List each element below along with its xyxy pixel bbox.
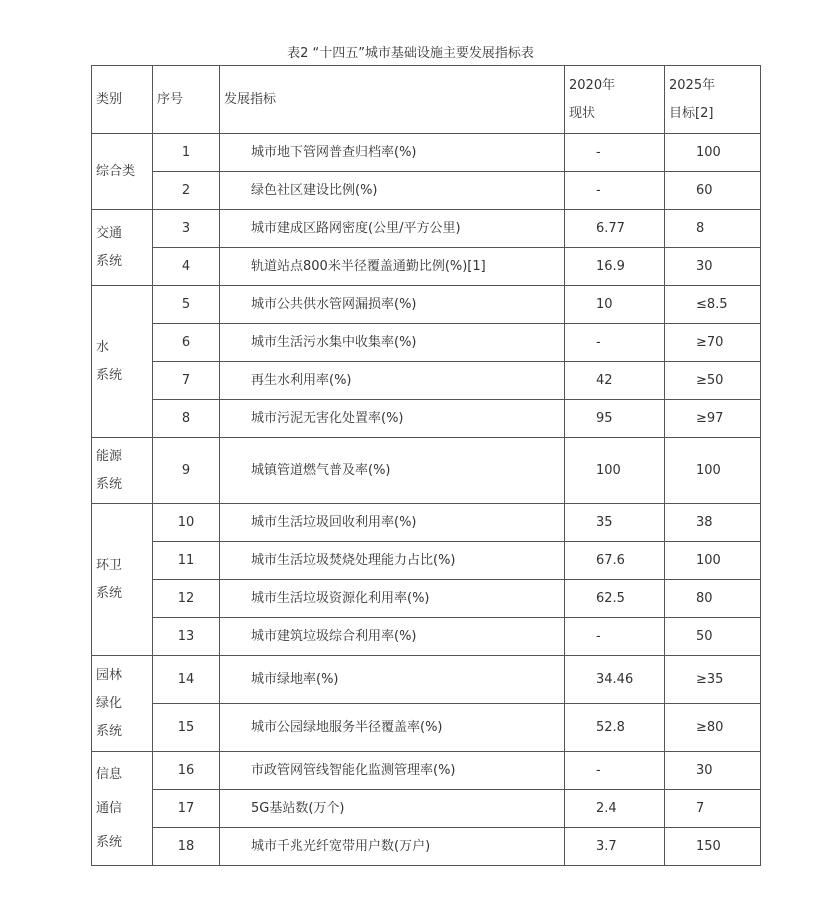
table-row [92,752,761,790]
indicator-cell: 5G基站数(万个) [220,790,565,828]
seq-cell: 14 [153,656,220,704]
now-cell: 100 [565,438,665,504]
category-cell [92,438,153,504]
indicator-cell: 轨道站点800米半径覆盖通勤比例(%)[1] [220,248,565,286]
seq-cell: 9 [153,438,220,504]
seq-cell: 5 [153,286,220,324]
table-row [92,210,761,248]
seq-cell: 18 [153,828,220,866]
indicator-cell: 城市公园绿地服务半径覆盖率(%) [220,704,565,752]
seq-cell: 2 [153,172,220,210]
category-cell [92,286,153,438]
category-cell [92,656,153,752]
table-row [92,248,761,286]
target-cell: 60 [665,172,761,210]
seq-cell: 11 [153,542,220,580]
now-cell: 34.46 [565,656,665,704]
target-cell: 30 [665,752,761,790]
table-row [92,172,761,210]
seq-cell: 13 [153,618,220,656]
category-cell [92,134,153,210]
now-cell: 95 [565,400,665,438]
category-label: 系统 [96,834,123,850]
now-cell: - [565,134,665,172]
category-label: 系统 [96,253,123,269]
table-row [92,362,761,400]
indicator-cell: 城市地下管网普查归档率(%) [220,134,565,172]
category-cell [92,504,153,656]
table-caption: 表2 “十四五”城市基础设施主要发展指标表 [287,46,534,61]
indicator-cell: 城市建成区路网密度(公里/平方公里) [220,210,565,248]
indicator-cell: 城市生活垃圾焚烧处理能力占比(%) [220,542,565,580]
now-cell: 10 [565,286,665,324]
category-label: 系统 [96,476,123,492]
table-row [92,400,761,438]
seq-cell: 10 [153,504,220,542]
seq-cell: 16 [153,752,220,790]
indicator-cell: 城市生活污水集中收集率(%) [220,324,565,362]
now-cell: 6.77 [565,210,665,248]
now-cell: 3.7 [565,828,665,866]
target-cell: 7 [665,790,761,828]
table-row [92,828,761,866]
now-cell: - [565,618,665,656]
category-label: 环卫 [96,557,123,573]
category-label: 通信 [96,800,123,816]
category-cell [92,752,153,866]
table-row [92,134,761,172]
category-label: 系统 [96,585,123,601]
indicator-cell: 绿色社区建设比例(%) [220,172,565,210]
indicator-cell: 城市建筑垃圾综合利用率(%) [220,618,565,656]
category-label: 绿化 [96,695,123,711]
header-2025-label: 目标[2] [669,105,714,121]
seq-cell: 6 [153,324,220,362]
header-2025 [665,66,761,134]
category-label: 系统 [96,367,123,383]
table-row [92,704,761,752]
seq-cell: 17 [153,790,220,828]
target-cell: ≥97 [665,400,761,438]
now-cell: 67.6 [565,542,665,580]
table-row [92,580,761,618]
seq-cell: 1 [153,134,220,172]
category-label: 信息 [96,766,123,782]
indicator-cell: 市政管网管线智能化监测管理率(%) [220,752,565,790]
indicator-table [91,65,761,866]
target-cell: 8 [665,210,761,248]
now-cell: 52.8 [565,704,665,752]
table-row [92,504,761,542]
target-cell: 100 [665,438,761,504]
target-cell: 30 [665,248,761,286]
header-2020-label: 现状 [569,105,596,121]
target-cell: ≥35 [665,656,761,704]
target-cell: ≥80 [665,704,761,752]
table-row [92,790,761,828]
indicator-cell: 城市生活垃圾资源化利用率(%) [220,580,565,618]
seq-cell: 8 [153,400,220,438]
target-cell: ≤8.5 [665,286,761,324]
indicator-cell: 城市千兆光纤宽带用户数(万户) [220,828,565,866]
now-cell: 16.9 [565,248,665,286]
indicator-cell: 城市污泥无害化处置率(%) [220,400,565,438]
header-indicator: 发展指标 [220,66,565,134]
indicator-cell: 再生水利用率(%) [220,362,565,400]
category-label: 交通 [96,225,123,241]
indicator-cell: 城镇管道燃气普及率(%) [220,438,565,504]
seq-cell: 15 [153,704,220,752]
category-label: 综合类 [96,163,136,179]
target-cell: 50 [665,618,761,656]
now-cell: - [565,172,665,210]
target-cell: 38 [665,504,761,542]
category-label: 能源 [96,448,123,464]
header-category: 类别 [92,66,153,134]
now-cell: 2.4 [565,790,665,828]
now-cell: 62.5 [565,580,665,618]
target-cell: 100 [665,542,761,580]
table-row [92,656,761,704]
category-cell [92,210,153,286]
indicator-cell: 城市绿地率(%) [220,656,565,704]
now-cell: - [565,324,665,362]
category-label: 系统 [96,723,123,739]
indicator-cell: 城市生活垃圾回收利用率(%) [220,504,565,542]
header-row [92,66,761,134]
table-row [92,542,761,580]
table-row [92,286,761,324]
seq-cell: 7 [153,362,220,400]
seq-cell: 4 [153,248,220,286]
indicator-cell: 城市公共供水管网漏损率(%) [220,286,565,324]
header-2025-year: 2025年 [669,77,716,93]
target-cell: ≥50 [665,362,761,400]
now-cell: 42 [565,362,665,400]
header-seq: 序号 [153,66,220,134]
category-label: 园林 [96,667,123,683]
now-cell: - [565,752,665,790]
table-row [92,438,761,504]
target-cell: 80 [665,580,761,618]
header-2020 [565,66,665,134]
seq-cell: 12 [153,580,220,618]
target-cell: 150 [665,828,761,866]
now-cell: 35 [565,504,665,542]
target-cell: ≥70 [665,324,761,362]
table-row [92,618,761,656]
seq-cell: 3 [153,210,220,248]
category-label: 水 [96,339,110,355]
table-row [92,324,761,362]
target-cell: 100 [665,134,761,172]
header-2020-year: 2020年 [569,77,616,93]
